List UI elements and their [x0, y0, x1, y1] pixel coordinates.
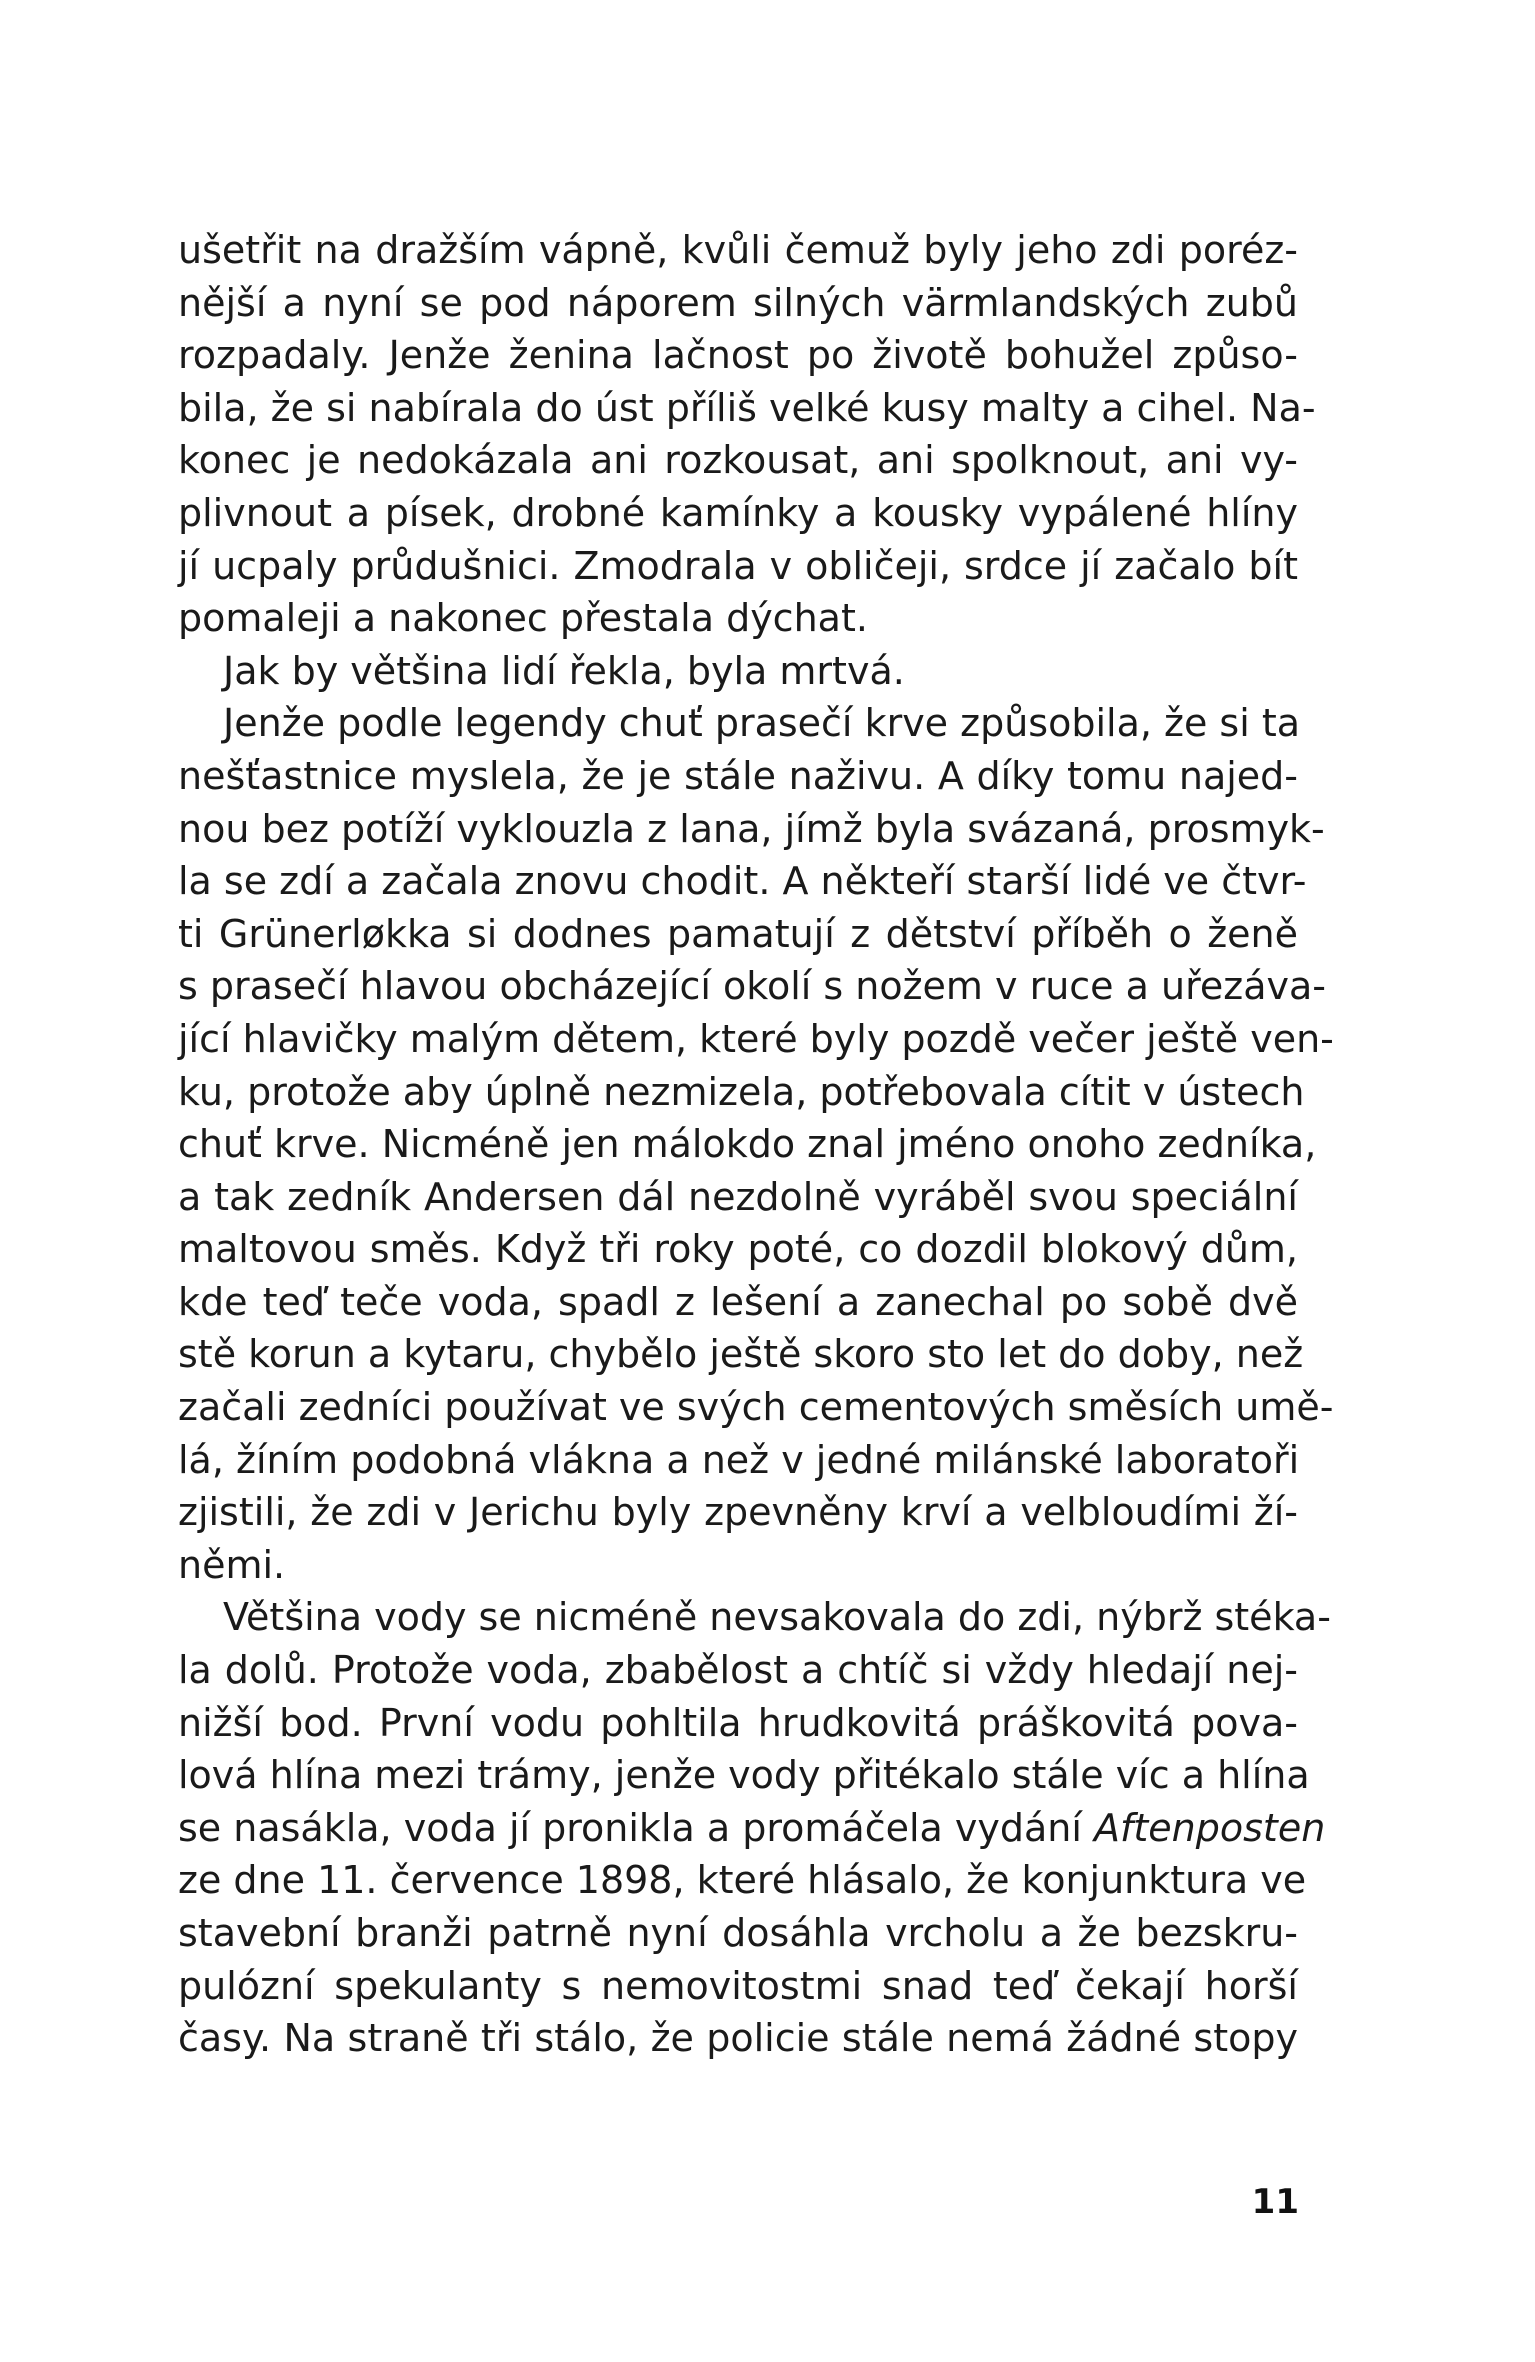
- text-line: pulózní spekulanty s nemovitostmi snad teď čekají horší: [178, 1963, 1298, 2008]
- text-segment: se nasákla, voda jí pronikla a promáčela vydání: [178, 1805, 1082, 1850]
- text-line: ušetřit na dražším vápně, kvůli čemuž byly jeho zdi poréz-: [178, 228, 1298, 272]
- text-line: rozpadaly. Jenže ženina lačnost po životě bohužel způso-: [178, 333, 1298, 378]
- text-line: časy. Na straně tři stálo, že policie stále nemá žádné stopy: [178, 2016, 1298, 2061]
- text-line: kde teď teče voda, spadl z lešení a zanechal po sobě dvě: [178, 1279, 1298, 1324]
- text-line: jí ucpaly průdušnici. Zmodrala v obličeji, srdce jí začalo bít: [178, 543, 1298, 588]
- text-line: zjistili, že zdi v Jerichu byly zpevněny krví a velbloudími ží-: [178, 1490, 1298, 1535]
- text-line: nižší bod. První vodu pohltila hrudkovitá práškovitá pova-: [178, 1700, 1298, 1745]
- text-line: Jenže podle legendy chuť prasečí krve způsobila, že si ta: [223, 701, 1301, 746]
- text-line: la dolů. Protože voda, zbabělost a chtíč si vždy hledají nej-: [178, 1648, 1298, 1693]
- text-line: bila, že si nabírala do úst příliš velké kusy malty a cihel. Na-: [178, 385, 1316, 430]
- text-line: němi.: [178, 1542, 286, 1587]
- text-line: [178, 1802, 1326, 1855]
- text-line: začali zedníci používat ve svých cementových směsích umě-: [178, 1385, 1334, 1430]
- newspaper-title: Aftenposten: [1094, 1805, 1326, 1850]
- text-line: maltovou směs. Když tři roky poté, co dozdil blokový dům,: [178, 1227, 1298, 1272]
- text-line: ku, protože aby úplně nezmizela, potřebovala cítit v ústech: [178, 1069, 1305, 1114]
- text-line: ze dne 11. července 1898, které hlásalo, že konjunktura ve: [178, 1858, 1307, 1903]
- text-line: stě korun a kytaru, chybělo ještě skoro sto let do doby, než: [178, 1332, 1304, 1377]
- text-line: a tak zedník Andersen dál nezdolně vyráběl svou speciální: [178, 1174, 1298, 1219]
- paragraph-2: [178, 645, 1298, 698]
- text-line: stavební branži patrně nyní dosáhla vrcholu a že bezskru-: [178, 1911, 1298, 1955]
- paragraph-3: [178, 697, 1334, 1591]
- paragraph-1: [178, 224, 1316, 645]
- text-line: lová hlína mezi trámy, jenže vody přitékalo stále víc a hlína: [178, 1753, 1310, 1798]
- text-line: ti Grünerløkka si dodnes pamatují z dětství příběh o ženě: [178, 911, 1298, 956]
- text-line: plivnout a písek, drobné kamínky a kousky vypálené hlíny: [178, 490, 1298, 535]
- text-line: nou bez potíží vyklouzla z lana, jímž byla svázaná, prosmyk-: [178, 806, 1325, 851]
- text-line: la se zdí a začala znovu chodit. A někteří starší lidé ve čtvr-: [178, 859, 1307, 904]
- text-line: lá, žíním podobná vlákna a než v jedné milánské laboratoři: [178, 1437, 1300, 1482]
- text-line: nější a nyní se pod náporem silných värmlandských zubů: [178, 280, 1298, 325]
- text-line: pomaleji a nakonec přestala dýchat.: [178, 596, 868, 641]
- paragraph-4: [178, 1591, 1331, 2064]
- text-line: s prasečí hlavou obcházející okolí s nožem v ruce a uřezáva-: [178, 964, 1326, 1009]
- text-line: konec je nedokázala ani rozkousat, ani spolknout, ani vy-: [178, 438, 1298, 483]
- text-line: Většina vody se nicméně nevsakovala do zdi, nýbrž stéka-: [223, 1595, 1331, 1640]
- page-number: 11: [1251, 2182, 1299, 2222]
- text-line: nešťastnice myslela, že je stále naživu. A díky tomu najed-: [178, 753, 1298, 798]
- text-line: chuť krve. Nicméně jen málokdo znal jméno onoho zedníka,: [178, 1122, 1317, 1167]
- text-line: Jak by většina lidí řekla, byla mrtvá.: [223, 648, 905, 693]
- text-line: jící hlavičky malým dětem, které byly pozdě večer ještě ven-: [178, 1016, 1334, 1061]
- body-text: [178, 224, 1334, 2065]
